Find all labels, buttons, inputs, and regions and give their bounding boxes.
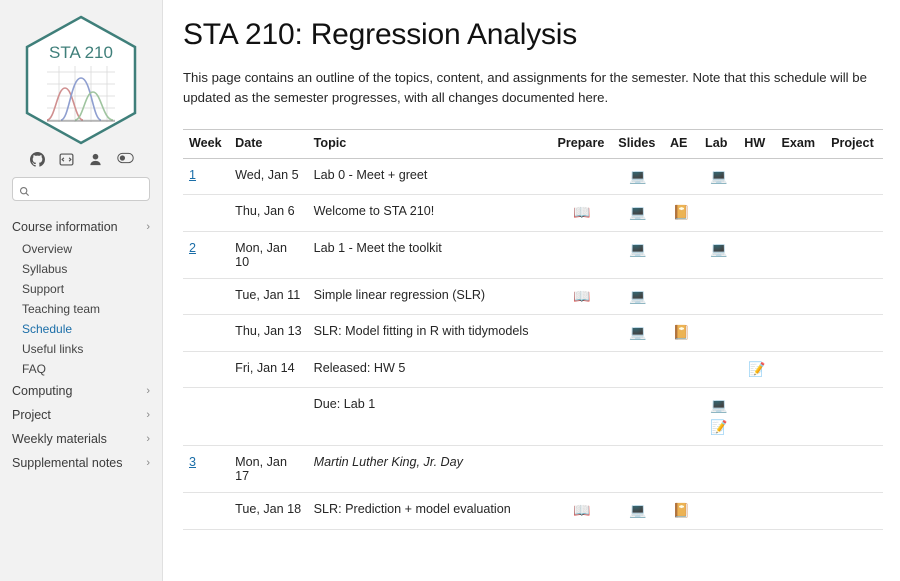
cell-date: Tue, Jan 11 [229, 278, 308, 315]
cell-hw [738, 158, 775, 195]
cell-ae [664, 446, 699, 493]
cell-ae [664, 231, 699, 278]
table-row [183, 446, 883, 493]
code-icon[interactable] [59, 152, 74, 167]
cell-slides [612, 493, 664, 530]
cell-project [825, 231, 883, 278]
sidebar-item-label: Overview [22, 242, 73, 256]
laptop-icon[interactable]: 💻 [629, 502, 647, 519]
cell-date: Thu, Jan 13 [229, 315, 308, 352]
sidebar-item-course-information[interactable] [0, 215, 162, 239]
table-row [183, 388, 883, 446]
cell-topic: Released: HW 5 [308, 351, 552, 388]
cell-week [183, 446, 229, 493]
cell-exam [775, 493, 825, 530]
cell-week [183, 231, 229, 278]
laptop-icon[interactable]: 💻 [629, 240, 647, 257]
cell-exam [775, 158, 825, 195]
prepare-icons [573, 288, 590, 306]
course-logo[interactable] [0, 0, 162, 146]
slides-icons [629, 241, 646, 259]
laptop-icon[interactable]: 💻 [709, 240, 728, 257]
cell-prepare [551, 195, 612, 232]
cell-hw [738, 278, 775, 315]
table-row [183, 351, 883, 388]
main-content [163, 0, 900, 581]
column-header-lab: Lab [699, 129, 738, 158]
laptop-icon[interactable]: 💻 [629, 287, 647, 304]
cell-exam [775, 446, 825, 493]
book-icon[interactable]: 📖 [573, 287, 591, 304]
cell-ae [664, 493, 699, 530]
table-row [183, 315, 883, 352]
cell-topic: Simple linear regression (SLR) [308, 278, 552, 315]
cell-lab [699, 446, 738, 493]
hw-icons [748, 361, 765, 379]
sidebar-item-support[interactable] [0, 279, 162, 299]
sidebar-item-label: Project [12, 408, 51, 422]
cell-topic: Lab 0 - Meet + greet [308, 158, 552, 195]
cell-project [825, 388, 883, 446]
cell-slides [612, 315, 664, 352]
sidebar-item-weekly-materials[interactable] [0, 427, 162, 451]
cell-slides [612, 388, 664, 446]
chevron-right-icon: › [146, 384, 150, 397]
column-header-slides: Slides [612, 129, 664, 158]
cell-week [183, 493, 229, 530]
cell-date: Mon, Jan 10 [229, 231, 308, 278]
cell-lab [699, 388, 738, 446]
table-row [183, 493, 883, 530]
slides-icons [629, 204, 646, 222]
cell-ae [664, 195, 699, 232]
ae-icons [673, 502, 690, 520]
table-row [183, 231, 883, 278]
cell-date: Tue, Jan 18 [229, 493, 308, 530]
slides-icons [629, 502, 646, 520]
cell-exam [775, 231, 825, 278]
person-icon[interactable] [88, 152, 103, 167]
cell-exam [775, 278, 825, 315]
cell-project [825, 315, 883, 352]
laptop-icon[interactable]: 💻 [629, 204, 647, 221]
column-header-ae: AE [664, 129, 699, 158]
laptop-icon[interactable]: 💻 [629, 167, 647, 184]
sidebar-item-schedule[interactable] [0, 319, 162, 339]
cell-week [183, 278, 229, 315]
sidebar-item-project[interactable] [0, 403, 162, 427]
cell-lab [699, 351, 738, 388]
slides-icons [629, 324, 646, 342]
cell-date: Wed, Jan 5 [229, 158, 308, 195]
sidebar-item-teaching-team[interactable] [0, 299, 162, 319]
sidebar-item-useful-links[interactable] [0, 339, 162, 359]
slides-icons [629, 168, 646, 186]
cell-lab [699, 195, 738, 232]
pencil-icon[interactable]: 📝 [709, 418, 728, 435]
ae-icons [673, 324, 690, 342]
sidebar-item-label: Syllabus [22, 262, 68, 276]
cell-topic: Welcome to STA 210! [308, 195, 552, 232]
cell-slides [612, 446, 664, 493]
cell-hw [738, 446, 775, 493]
cell-exam [775, 315, 825, 352]
cell-date: Mon, Jan 17 [229, 446, 308, 493]
cell-hw [738, 351, 775, 388]
cell-week [183, 195, 229, 232]
cell-week [183, 158, 229, 195]
cell-exam [775, 388, 825, 446]
cell-hw [738, 493, 775, 530]
cell-date: Thu, Jan 6 [229, 195, 308, 232]
sidebar-item-label: Support [22, 282, 65, 296]
search-input[interactable] [12, 177, 150, 201]
week-link[interactable]: 2 [189, 240, 197, 255]
week-link[interactable]: 3 [189, 455, 197, 470]
book-icon[interactable]: 📖 [573, 502, 591, 519]
toggle-icon[interactable] [117, 152, 132, 167]
cell-week [183, 351, 229, 388]
prepare-icons [573, 502, 590, 520]
column-header-date: Date [229, 129, 308, 158]
cell-exam [775, 195, 825, 232]
slides-icons [629, 288, 646, 306]
laptop-icon[interactable]: 💻 [709, 167, 728, 184]
cell-ae [664, 315, 699, 352]
cell-ae [664, 278, 699, 315]
cell-topic: SLR: Model fitting in R with tidymodels [308, 315, 552, 352]
column-header-prepare: Prepare [551, 129, 612, 158]
cell-slides [612, 231, 664, 278]
cell-project [825, 195, 883, 232]
cell-lab [699, 493, 738, 530]
column-header-hw: HW [738, 129, 775, 158]
cell-hw [738, 315, 775, 352]
column-header-topic: Topic [308, 129, 552, 158]
chevron-right-icon: › [146, 456, 150, 469]
cell-slides [612, 158, 664, 195]
table-row [183, 278, 883, 315]
cell-project [825, 278, 883, 315]
sidebar-item-computing[interactable] [0, 379, 162, 403]
cell-ae [664, 158, 699, 195]
column-header-week: Week [183, 129, 229, 158]
sidebar-item-label: Supplemental notes [12, 456, 123, 470]
search-field[interactable] [30, 182, 143, 196]
cell-topic: Lab 1 - Meet the toolkit [308, 231, 552, 278]
sidebar-item-label: FAQ [22, 362, 47, 376]
sidebar-item-label: Teaching team [22, 302, 101, 316]
laptop-icon[interactable]: 💻 [629, 324, 647, 341]
cell-exam [775, 351, 825, 388]
ae-icons [673, 204, 690, 222]
sidebar-item-faq[interactable] [0, 359, 162, 379]
cell-project [825, 446, 883, 493]
cell-prepare [551, 388, 612, 446]
pencil-icon[interactable]: 📝 [748, 360, 766, 377]
table-row [183, 158, 883, 195]
page-intro: This page contains an outline of the topics, content, and assignments for the semester. Note that this schedule will be updated as the semester progresses, with all changes documented here. [183, 70, 867, 106]
cell-lab [699, 158, 738, 195]
chevron-right-icon: › [146, 408, 150, 421]
schedule-table [183, 129, 883, 530]
lab-icons [710, 168, 727, 186]
svg-text:STA 210: STA 210 [49, 43, 113, 62]
cell-project [825, 158, 883, 195]
sidebar-item-label: Course information [12, 220, 118, 234]
column-header-project: Project [825, 129, 883, 158]
cell-date: Fri, Jan 14 [229, 351, 308, 388]
hexagon-logo-icon [21, 14, 141, 146]
social-links [0, 152, 162, 167]
book-icon[interactable]: 📖 [573, 204, 591, 221]
laptop-icon[interactable]: 💻 [709, 397, 728, 414]
column-header-exam: Exam [775, 129, 825, 158]
cell-hw [738, 231, 775, 278]
sidebar-item-overview[interactable] [0, 239, 162, 259]
cell-week [183, 388, 229, 446]
cell-week [183, 315, 229, 352]
sidebar-item-syllabus[interactable] [0, 259, 162, 279]
cell-hw [738, 195, 775, 232]
cell-topic: Due: Lab 1 [308, 388, 552, 446]
cell-hw [738, 388, 775, 446]
cell-project [825, 351, 883, 388]
cell-ae [664, 388, 699, 446]
chevron-right-icon: › [146, 220, 150, 233]
search-icon [19, 184, 30, 195]
sidebar-item-label: Weekly materials [12, 432, 107, 446]
cell-date [229, 388, 308, 446]
cell-prepare [551, 315, 612, 352]
cell-topic: SLR: Prediction + model evaluation [308, 493, 552, 530]
cell-prepare [551, 493, 612, 530]
prepare-icons [573, 204, 590, 222]
cell-slides [612, 278, 664, 315]
lab-icons [710, 241, 727, 259]
sidebar [0, 0, 163, 581]
github-icon[interactable] [30, 152, 45, 167]
table-header-row [183, 129, 883, 158]
cell-lab [699, 315, 738, 352]
sidebar-item-label: Computing [12, 384, 73, 398]
cell-prepare [551, 231, 612, 278]
cell-prepare [551, 278, 612, 315]
cell-slides [612, 351, 664, 388]
table-row [183, 195, 883, 232]
cell-slides [612, 195, 664, 232]
cell-lab [699, 278, 738, 315]
cell-lab [699, 231, 738, 278]
page-title: STA 210: Regression Analysis [183, 18, 578, 51]
cell-prepare [551, 446, 612, 493]
notebook-icon[interactable]: 📔 [672, 204, 691, 221]
notebook-icon[interactable]: 📔 [672, 324, 691, 341]
chevron-right-icon: › [146, 432, 150, 445]
notebook-icon[interactable]: 📔 [672, 502, 691, 519]
week-link[interactable]: 1 [189, 167, 197, 182]
cell-project [825, 493, 883, 530]
cell-prepare [551, 351, 612, 388]
cell-ae [664, 351, 699, 388]
lab-icons [710, 397, 727, 436]
cell-topic: Martin Luther King, Jr. Day [308, 446, 552, 493]
sidebar-nav [0, 215, 162, 475]
cell-prepare [551, 158, 612, 195]
sidebar-item-supplemental-notes[interactable] [0, 451, 162, 475]
sidebar-item-label: Useful links [22, 342, 84, 356]
sidebar-item-label: Schedule [22, 322, 73, 336]
